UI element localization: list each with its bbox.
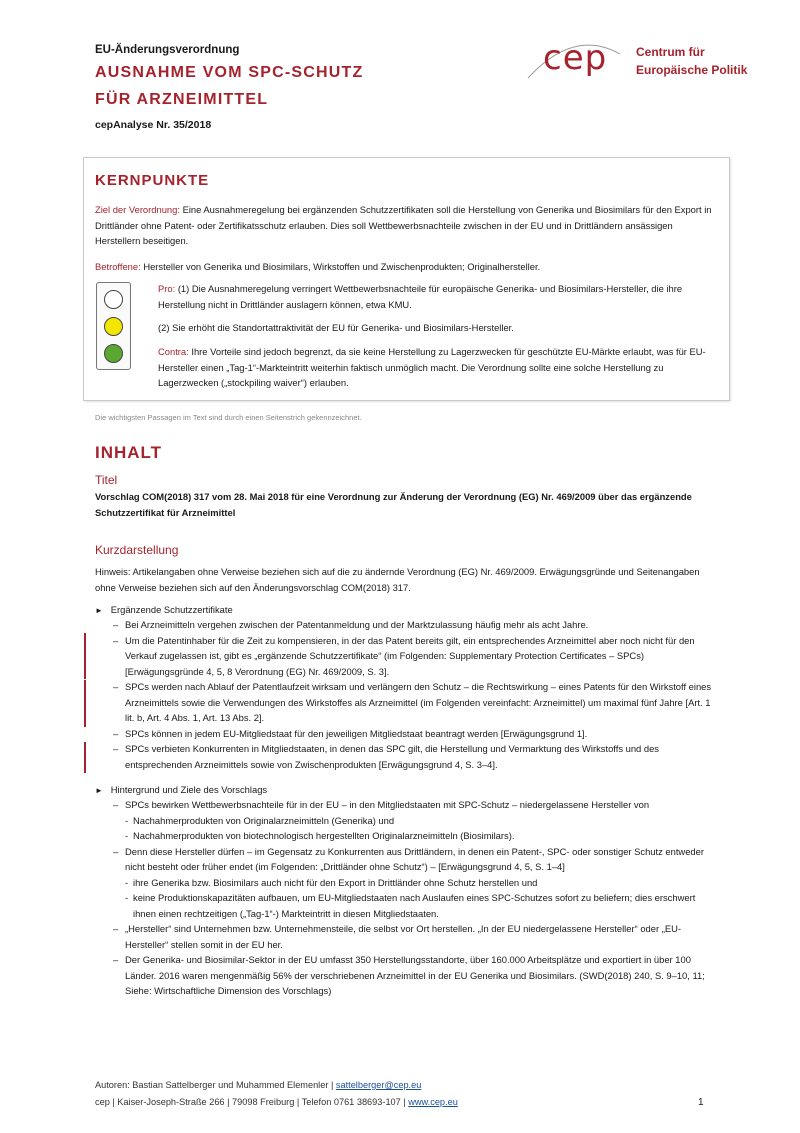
- margin-marker: [84, 680, 86, 727]
- sub-list-item-text: ihre Generika bzw. Biosimilars auch nicht für den Export in Drittländer ohne Schutz herstellen und: [133, 876, 538, 888]
- kernpunkte-ziel: [95, 202, 715, 249]
- page-number: 1: [698, 1097, 704, 1108]
- document-title-line2: FÜR ARZNEIMITTEL: [95, 91, 269, 108]
- hinweis-text: Hinweis: Artikelangaben ohne Verweise beziehen sich auf die zu ändernde Verordnung (EG) Nr. 469/2009. Erwägungsgründe und Seitenangaben ohne Verweise beziehen sich auf den Änderungsvorschlag COM(2018) 317.: [95, 566, 700, 593]
- list-item-text: Um die Patentinhaber für die Zeit zu kompensieren, in der das Patent bereits gilt, ein entsprechendes Arzneimittel aber noch nicht für den Verkauf zugelassen ist, gibt es „ergänzende Schutzzertifikate“ (im Folgenden: Supplementary Protection Certificates – SPCs) [Erwägungsgründe 4, 5, 8 Verordnung (EG) Nr. 469/2009, S. 3].: [125, 634, 695, 677]
- list-item: – „Hersteller“ sind Unternehmen bzw. Unternehmensteile, die selbst vor Ort herstellen. „In der EU niedergelassene Hersteller“ oder „EU-Hersteller“ stellen somit in der EU her.: [113, 921, 713, 952]
- sub-list-item: - Nachahmerprodukten von Originalarzneimitteln (Generika) und: [113, 813, 713, 829]
- caption-note: Die wichtigsten Passagen im Text sind durch einen Seitenstrich gekennzeichnet.: [95, 413, 362, 422]
- list-item: – Bei Arzneimitteln vergehen zwischen der Patentanmeldung und der Marktzulassung häufig mehr als acht Jahre.: [113, 617, 713, 633]
- sub-list-item-text: Nachahmerprodukten von Originalarzneimitteln (Generika) und: [133, 814, 395, 826]
- section2-heading: Hintergrund und Ziele des Vorschlags: [110, 784, 268, 795]
- kernpunkte-heading: KERNPUNKTE: [95, 172, 210, 189]
- triangle-bullet-icon: ►: [95, 606, 103, 615]
- document-kicker: EU-Änderungsverordnung: [95, 44, 240, 56]
- sub-list-item: - ihre Generika bzw. Biosimilars auch nicht für den Export in Drittländer ohne Schutz herstellen und: [113, 875, 713, 891]
- kurzdarstellung-heading: Kurzdarstellung: [95, 543, 179, 557]
- list-item: – Denn diese Hersteller dürfen – im Gegensatz zu Konkurrenten aus Drittländern, in denen ein Patent-, SPC- oder sonstiger Schutz entweder nicht besteht oder früher endet (im Folgenden: „Drittländer ohne Schutz“) – [Erwägungsgrund 4, 5, S. 1–4]: [113, 844, 713, 875]
- ziel-text: Eine Ausnahmeregelung bei ergänzenden Schutzzertifikaten soll die Herstellung von Generika und Biosimilars für den Export in Drittländer ohne Patent- oder Zertifikatsschutz erlauben. Dies soll Wettbewerbsnachteile zwischen in der EU und in Drittländern ansässigen Herstellern beseitigen.: [95, 204, 712, 246]
- author-email-link[interactable]: sattelberger@cep.eu: [335, 1080, 422, 1090]
- kernpunkte-pro1: [158, 281, 714, 312]
- list-item-text: Denn diese Hersteller dürfen – im Gegensatz zu Konkurrenten aus Drittländern, in denen ein Patent-, SPC- oder sonstiger Schutz entweder nicht besteht oder früher endet (im Folgenden: „Drittländer ohne Schutz“) – [Erwägungsgrund 4, 5, S. 1–4]: [125, 845, 704, 872]
- list-item: – Der Generika- und Biosimilar-Sektor in der EU umfasst 350 Herstellungsstandorte, über 160.000 Arbeitsplätze und exportiert in über 100 Länder. 2016 waren mengenmäßig 56% der verschriebenen Arzneimittel in der EU Generika und Biosimilars. (SWD(2018) 240, S. 9–10, 11; Siehe: Wirtschaftliche Dimension des Vorschlags): [113, 952, 713, 999]
- betroffene-text: Hersteller von Generika und Biosimilars, Wirkstoffen und Zwischenprodukten; Originalhersteller.: [143, 261, 541, 272]
- traffic-light-icon: [96, 282, 131, 370]
- list-item-text: SPCs verbieten Konkurrenten in Mitgliedstaaten, in denen das SPC gilt, die Herstellung und Vermarktung des Wirkstoffs und des entsprechenden Arzneimittels sowie von Zwischenprodukten [Erwägungsgrund 4, S. 3–4].: [125, 743, 659, 770]
- footer-address-text: cep | Kaiser-Joseph-Straße 266 | 79098 Freiburg | Telefon 0761 38693-107 |: [95, 1097, 409, 1107]
- logo-line2: Europäische Politik: [636, 63, 748, 77]
- list-item-text: SPCs können in jedem EU-Mitgliedstaat für den jeweiligen Mitgliedstaat beantragt werden [Erwägungsgrund 1].: [125, 727, 588, 739]
- betroffene-label: Betroffene:: [95, 261, 141, 272]
- kernpunkte-pro2: (2) Sie erhöht die Standortattraktivität der EU für Generika- und Biosimilars-Hersteller.: [158, 322, 514, 333]
- cep-logo-mark: cep: [543, 38, 608, 78]
- list-item: – SPCs werden nach Ablauf der Patentlaufzeit wirksam und verlängern den Schutz – die Rechtswirkung – eines Patents für den Wirkstoff eines Arzneimittels sowie die Verwendungen des Wirkstoffes als Arzneimittel (im Folgenden vereinfacht: Arzneimittel) um maximal fünf Jahre [Art. 1 lit. b, Art. 4 Abs. 1, Art. 13 Abs. 2].: [113, 679, 713, 726]
- pro1-text: (1) Die Ausnahmeregelung verringert Wettbewerbsnachteile für europäische Generika- und Biosimilars-Hersteller, die ihre Herstellung nicht in Drittländer auslagern können, etwa KMU.: [158, 283, 683, 310]
- kernpunkte-contra: [158, 344, 714, 391]
- footer-authors-text: Autoren: Bastian Sattelberger und Muhammed Elemenler |: [95, 1080, 336, 1090]
- list-item-text: SPCs werden nach Ablauf der Patentlaufzeit wirksam und verlängern den Schutz – die Rechtswirkung – eines Patents für den Wirkstoff eines Arzneimittels sowie die Verwendungen des Wirkstoffes als Arzneimittel (im Folgenden vereinfacht: Arzneimittel) um maximal fünf Jahre [Art. 1 lit. b, Art. 4 Abs. 1, Art. 13 Abs. 2].: [125, 681, 712, 723]
- sub-list-item: - keine Produktionskapazitäten aufbauen, um EU-Mitgliedstaaten nach Auslaufen eines SPC-Schutzes sofort zu beliefern; dies erschwert ihnen einen rechtzeitigen („Tag-1“-) Markteintritt in diesen Mitgliedstaaten.: [113, 890, 713, 921]
- pro-label: Pro:: [158, 283, 176, 294]
- triangle-bullet-icon: ►: [95, 786, 103, 795]
- section2-list: [113, 797, 713, 999]
- analysis-number: cepAnalyse Nr. 35/2018: [95, 119, 212, 131]
- list-item-text: SPCs bewirken Wettbewerbsnachteile für in der EU – in den Mitgliedstaaten mit SPC-Schutz – niedergelassene Hersteller von: [125, 799, 650, 810]
- logo-line1: Centrum für: [636, 45, 705, 59]
- contra-text: Ihre Vorteile sind jedoch begrenzt, da sie keine Herstellung zu Lagerzwecken für geschützte EU-Märkte erlaubt, was für EU-Hersteller einen „Tag-1“-Markteintritt weiterhin faktisch unmöglich macht. Die Verordnung sollte eine solche Herstellung zu Lagerzwecken („stockpiling waiver“) erlauben.: [158, 346, 706, 388]
- section1-heading: Ergänzende Schutzzertifikate: [110, 604, 233, 615]
- footer-authors: [95, 1080, 421, 1090]
- list-item: – SPCs bewirken Wettbewerbsnachteile für in der EU – in den Mitgliedstaaten mit SPC-Schutz – niedergelassene Hersteller von: [113, 797, 713, 813]
- list-item-text: Bei Arzneimitteln vergehen zwischen der Patentanmeldung und der Marktzulassung häufig mehr als acht Jahre.: [125, 619, 589, 630]
- traffic-light-green-lamp: [104, 344, 123, 363]
- ziel-label: Ziel der Verordnung:: [95, 204, 180, 215]
- list-item: – SPCs verbieten Konkurrenten in Mitgliedstaaten, in denen das SPC gilt, die Herstellung und Vermarktung des Wirkstoffs und des entsprechenden Arzneimittels sowie von Zwischenprodukten [Erwägungsgrund 4, S. 3–4].: [113, 741, 713, 772]
- sub-list-item: - Nachahmerprodukten von biotechnologisch hergestellten Originalarzneimitteln (Biosimilars).: [113, 828, 713, 844]
- margin-marker: [84, 633, 86, 679]
- list-item: – SPCs können in jedem EU-Mitgliedstaat für den jeweiligen Mitgliedstaat beantragt werden [Erwägungsgrund 1].: [113, 726, 713, 742]
- list-item-text: Der Generika- und Biosimilar-Sektor in der EU umfasst 350 Herstellungsstandorte, über 160.000 Arbeitsplätze und exportiert in über 100 Länder. 2016 waren mengenmäßig 56% der verschriebenen Arzneimittel in der EU Generika und Biosimilars. (SWD(2018) 240, S. 9–10, 11; Siehe: Wirtschaftliche Dimension des Vorschlags): [125, 954, 705, 996]
- margin-marker: [84, 742, 86, 773]
- titel-heading: Titel: [95, 473, 118, 487]
- website-link[interactable]: www.cep.eu: [408, 1097, 458, 1107]
- document-title-line1: AUSNAHME VOM SPC-SCHUTZ: [95, 64, 364, 81]
- section1-list: [113, 617, 713, 772]
- traffic-light-white-lamp: [104, 290, 123, 309]
- footer-address: [95, 1097, 458, 1107]
- sub-list-item-text: Nachahmerprodukten von biotechnologisch hergestellten Originalarzneimitteln (Biosimilars).: [133, 830, 515, 841]
- sub-list-item-text: keine Produktionskapazitäten aufbauen, um EU-Mitgliedstaaten nach Auslaufen eines SPC-Schutzes sofort zu beliefern; dies erschwert ihnen einen rechtzeitigen („Tag-1“-) Markteintritt in diesen Mitgliedstaaten.: [133, 892, 696, 919]
- list-item-text: „Hersteller“ sind Unternehmen bzw. Unternehmensteile, die selbst vor Ort herstellen. „In der EU niedergelassene Hersteller“ oder „EU-Hersteller“ stellen somit in der EU her.: [125, 923, 681, 950]
- cep-logo-text: [636, 43, 747, 79]
- contra-label: Contra:: [158, 346, 189, 357]
- inhalt-heading: INHALT: [95, 443, 163, 462]
- traffic-light-yellow-lamp: [104, 317, 123, 336]
- list-item: – Um die Patentinhaber für die Zeit zu kompensieren, in der das Patent bereits gilt, ein entsprechendes Arzneimittel aber noch nicht für den Verkauf zugelassen ist, gibt es „ergänzende Schutzzertifikate“ (im Folgenden: Supplementary Protection Certificates – SPCs) [Erwägungsgründe 4, 5, 8 Verordnung (EG) Nr. 469/2009, S. 3].: [113, 633, 713, 680]
- kernpunkte-betroffene: [95, 259, 715, 275]
- titel-text: Vorschlag COM(2018) 317 vom 28. Mai 2018 für eine Verordnung zur Änderung der Verordnung (EG) Nr. 469/2009 über das ergänzende Schutzzertifikat für Arzneimittel: [95, 491, 692, 518]
